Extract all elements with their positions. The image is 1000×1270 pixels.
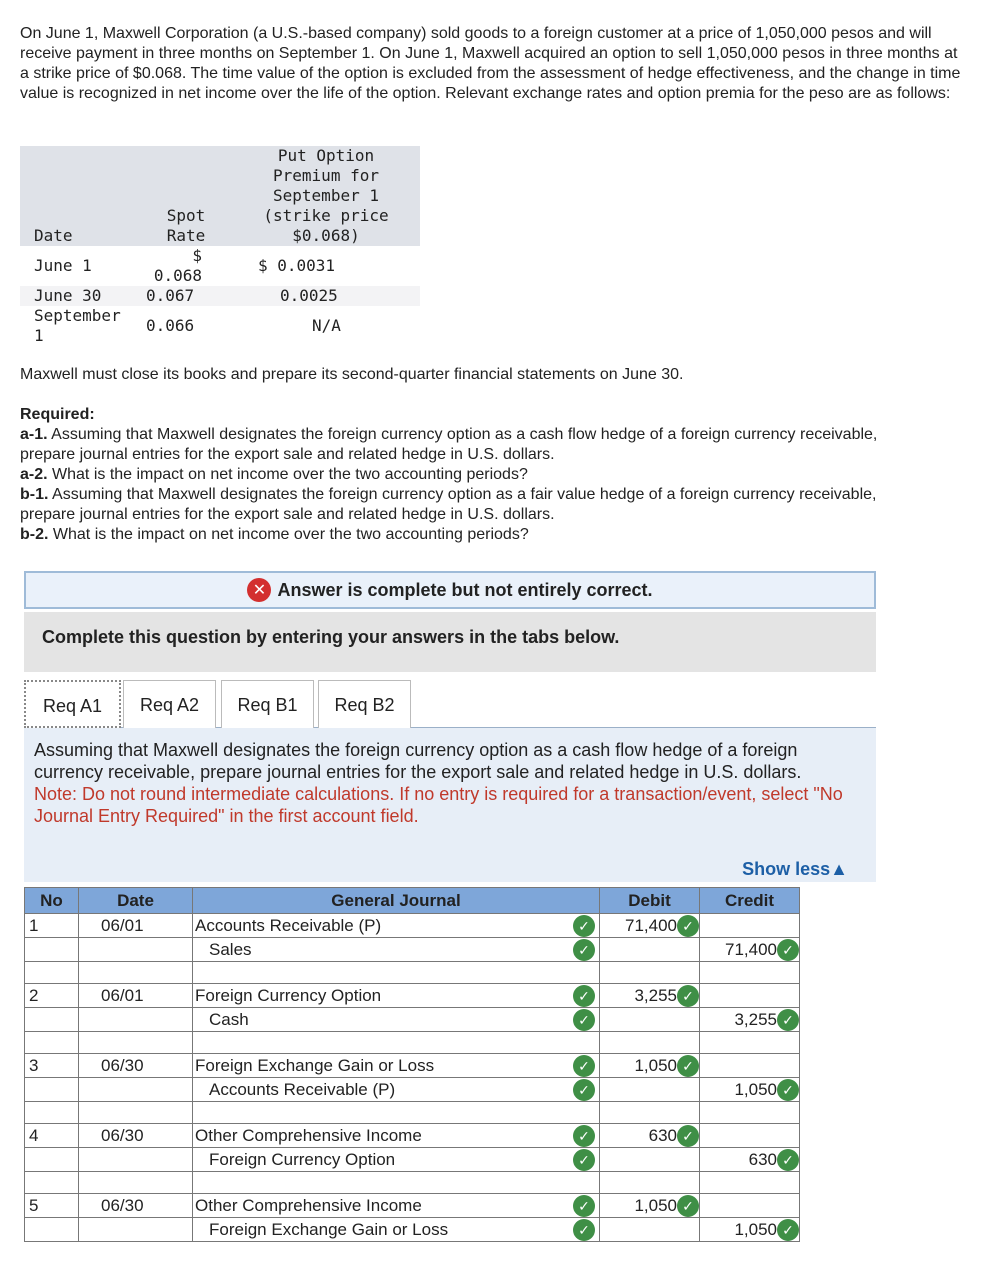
row-put: 0.0025 bbox=[280, 286, 338, 305]
tab-req-a2[interactable]: Req A2 bbox=[123, 680, 216, 728]
credit-amount: 1,050 bbox=[734, 1219, 777, 1239]
journal-row-debit bbox=[25, 1124, 800, 1148]
checkmark-icon: ✓ bbox=[677, 1125, 699, 1147]
journal-row-debit bbox=[25, 914, 800, 938]
tab-req-a1[interactable]: Req A1 bbox=[24, 680, 121, 728]
credit-account: Foreign Currency Option bbox=[209, 1149, 396, 1169]
credit-account-field[interactable] bbox=[193, 1148, 600, 1172]
col-header-date: Date bbox=[79, 888, 193, 914]
credit-amount-field[interactable] bbox=[700, 1194, 800, 1218]
debit-account: Other Comprehensive Income bbox=[195, 1125, 422, 1145]
entry-date[interactable]: 06/30 bbox=[79, 1124, 193, 1148]
credit-amount-field[interactable] bbox=[700, 938, 800, 962]
required-text: What is the impact on net income over the two accounting periods? bbox=[47, 466, 528, 483]
checkmark-icon: ✓ bbox=[777, 1079, 799, 1101]
journal-row-blank bbox=[25, 1172, 800, 1194]
credit-amount: 630 bbox=[748, 1149, 777, 1169]
row-spot: 0.067 bbox=[146, 286, 195, 305]
x-circle-icon: ✕ bbox=[247, 578, 271, 602]
journal-row-blank bbox=[25, 962, 800, 984]
debit-amount: 630 bbox=[648, 1125, 677, 1145]
row-put: $ 0.0031 bbox=[258, 256, 336, 275]
debit-amount-field[interactable] bbox=[600, 914, 700, 938]
required-label: a-2. bbox=[20, 466, 48, 483]
entry-date[interactable]: 06/30 bbox=[79, 1054, 193, 1078]
debit-account: Accounts Receivable (P) bbox=[195, 915, 382, 935]
credit-amount-field[interactable] bbox=[700, 914, 800, 938]
debit-amount-field[interactable] bbox=[600, 1194, 700, 1218]
header-spot-rate: Spot Rate bbox=[166, 206, 206, 245]
debit-amount: 1,050 bbox=[634, 1055, 677, 1075]
problem-statement: On June 1, Maxwell Corporation (a U.S.-based company) sold goods to a foreign customer at a price of 1,050,000 pesos and will receive payment in three months on September 1. On June 1, Maxwell acquired an option to sell 1,050,000 pesos in three months at a strike price of $0.068. The time value of the option is excluded from the assessment of hedge effectiveness, and the change in time value is recognized in net income over the life of the option. Relevant exchange rates and option premia for the peso are as follows: bbox=[20, 25, 961, 102]
entry-no: 2 bbox=[25, 984, 79, 1008]
credit-amount: 3,255 bbox=[734, 1009, 777, 1029]
panel-note: Note: Do not round intermediate calculations. If no entry is required for a transaction/event, select "No Journal Entry Required" in the first account field. bbox=[34, 784, 843, 826]
debit-amount: 71,400 bbox=[625, 915, 677, 935]
journal-row-blank bbox=[25, 1032, 800, 1054]
checkmark-icon: ✓ bbox=[573, 1149, 595, 1171]
panel-instruction: Assuming that Maxwell designates the foreign currency option as a cash flow hedge of a foreign currency receivable, prepare journal entries for the export sale and related hedge in U.S. dollars. bbox=[34, 740, 802, 782]
debit-account: Foreign Currency Option bbox=[195, 985, 382, 1005]
required-label: b-2. bbox=[20, 526, 49, 543]
debit-amount-field[interactable] bbox=[600, 1124, 700, 1148]
entry-no: 5 bbox=[25, 1194, 79, 1218]
show-less-link[interactable]: Show less▲ bbox=[742, 859, 848, 879]
closing-note: Maxwell must close its books and prepare its second-quarter financial statements on June 30. bbox=[20, 366, 684, 383]
journal-row-credit bbox=[25, 1218, 800, 1242]
checkmark-icon: ✓ bbox=[573, 1009, 595, 1031]
checkmark-icon: ✓ bbox=[677, 915, 699, 937]
checkmark-icon: ✓ bbox=[573, 1079, 595, 1101]
credit-amount-field[interactable] bbox=[700, 1124, 800, 1148]
col-header-debit: Debit bbox=[600, 888, 700, 914]
entry-no: 4 bbox=[25, 1124, 79, 1148]
debit-amount: 1,050 bbox=[634, 1195, 677, 1215]
journal-row-blank bbox=[25, 1102, 800, 1124]
credit-amount-field[interactable] bbox=[700, 1218, 800, 1242]
required-heading: Required: bbox=[20, 406, 95, 423]
journal-table bbox=[24, 887, 800, 1242]
debit-account-field[interactable] bbox=[193, 1194, 600, 1218]
required-label: b-1. bbox=[20, 486, 49, 503]
credit-account: Accounts Receivable (P) bbox=[209, 1079, 396, 1099]
journal-row-credit bbox=[25, 938, 800, 962]
journal-row-debit bbox=[25, 984, 800, 1008]
debit-amount: 3,255 bbox=[634, 985, 677, 1005]
answer-status-banner bbox=[24, 571, 876, 609]
credit-amount-field[interactable] bbox=[700, 1078, 800, 1102]
credit-amount: 1,050 bbox=[734, 1079, 777, 1099]
journal-row-credit bbox=[25, 1008, 800, 1032]
row-date: June 1 bbox=[34, 256, 92, 275]
debit-amount-field[interactable] bbox=[600, 938, 700, 962]
journal-row-debit bbox=[25, 1054, 800, 1078]
credit-account-field[interactable] bbox=[193, 938, 600, 962]
row-date: September 1 bbox=[34, 306, 121, 345]
debit-account-field[interactable] bbox=[193, 1124, 600, 1148]
debit-amount-field[interactable] bbox=[600, 1148, 700, 1172]
checkmark-icon: ✓ bbox=[573, 915, 595, 937]
checkmark-icon: ✓ bbox=[573, 985, 595, 1007]
debit-account: Foreign Exchange Gain or Loss bbox=[195, 1055, 435, 1075]
row-date: June 30 bbox=[34, 286, 102, 305]
checkmark-icon: ✓ bbox=[777, 939, 799, 961]
journal-row-credit bbox=[25, 1148, 800, 1172]
debit-amount-field[interactable] bbox=[600, 1078, 700, 1102]
credit-account-field[interactable] bbox=[193, 1078, 600, 1102]
debit-amount-field[interactable] bbox=[600, 1218, 700, 1242]
checkmark-icon: ✓ bbox=[677, 985, 699, 1007]
required-text: What is the impact on net income over the two accounting periods? bbox=[48, 526, 529, 543]
entry-no: 1 bbox=[25, 914, 79, 938]
debit-amount-field[interactable] bbox=[600, 1054, 700, 1078]
tab-req-b1[interactable]: Req B1 bbox=[221, 680, 314, 728]
credit-amount: 71,400 bbox=[725, 939, 777, 959]
entry-date[interactable]: 06/01 bbox=[79, 984, 193, 1008]
tab-req-b2[interactable]: Req B2 bbox=[318, 680, 411, 728]
credit-account-field[interactable] bbox=[193, 1218, 600, 1242]
checkmark-icon: ✓ bbox=[677, 1055, 699, 1077]
required-label: a-1. bbox=[20, 426, 48, 443]
checkmark-icon: ✓ bbox=[573, 1219, 595, 1241]
header-put-premium: Put Option Premium for September 1 (strike price $0.068) bbox=[263, 146, 389, 245]
credit-account: Cash bbox=[209, 1009, 249, 1029]
credit-account: Foreign Exchange Gain or Loss bbox=[209, 1219, 449, 1239]
col-header-credit: Credit bbox=[700, 888, 800, 914]
checkmark-icon: ✓ bbox=[573, 1195, 595, 1217]
checkmark-icon: ✓ bbox=[777, 1009, 799, 1031]
required-section bbox=[20, 405, 920, 545]
required-text: Assuming that Maxwell designates the foreign currency option as a fair value hedge of a foreign currency receivable, prepare journal entries for the export sale and related hedge in U.S. dollars. bbox=[20, 486, 877, 523]
debit-account-field[interactable] bbox=[193, 1054, 600, 1078]
requirement-tabs bbox=[24, 680, 876, 728]
checkmark-icon: ✓ bbox=[573, 1125, 595, 1147]
debit-amount-field[interactable] bbox=[600, 1008, 700, 1032]
debit-account: Other Comprehensive Income bbox=[195, 1195, 422, 1215]
row-put: N/A bbox=[312, 316, 341, 335]
credit-account: Sales bbox=[209, 939, 252, 959]
credit-amount-field[interactable] bbox=[700, 1148, 800, 1172]
debit-account-field[interactable] bbox=[193, 914, 600, 938]
checkmark-icon: ✓ bbox=[573, 939, 595, 961]
credit-amount-field[interactable] bbox=[700, 984, 800, 1008]
answer-status-text: Answer is complete but not entirely correct. bbox=[277, 579, 653, 600]
journal-row-credit bbox=[25, 1078, 800, 1102]
header-date: Date bbox=[34, 226, 73, 245]
tab-panel bbox=[24, 728, 876, 882]
row-spot: 0.066 bbox=[146, 316, 195, 335]
col-header-account: General Journal bbox=[193, 888, 600, 914]
credit-amount-field[interactable] bbox=[700, 1054, 800, 1078]
debit-amount-field[interactable] bbox=[600, 984, 700, 1008]
debit-account-field[interactable] bbox=[193, 984, 600, 1008]
checkmark-icon: ✓ bbox=[777, 1149, 799, 1171]
credit-amount-field[interactable] bbox=[700, 1008, 800, 1032]
entry-no: 3 bbox=[25, 1054, 79, 1078]
entry-date[interactable]: 06/01 bbox=[79, 914, 193, 938]
checkmark-icon: ✓ bbox=[573, 1055, 595, 1077]
credit-account-field[interactable] bbox=[193, 1008, 600, 1032]
checkmark-icon: ✓ bbox=[777, 1219, 799, 1241]
checkmark-icon: ✓ bbox=[677, 1195, 699, 1217]
required-text: Assuming that Maxwell designates the foreign currency option as a cash flow hedge of a foreign currency receivable, prepare journal entries for the export sale and related hedge in U.S. dollars. bbox=[20, 426, 878, 463]
col-header-no: No bbox=[25, 888, 79, 914]
entry-date[interactable]: 06/30 bbox=[79, 1194, 193, 1218]
complete-prompt: Complete this question by entering your answers in the tabs below. bbox=[24, 612, 876, 672]
row-spot: $ 0.068 bbox=[153, 246, 202, 285]
journal-row-debit bbox=[25, 1194, 800, 1218]
